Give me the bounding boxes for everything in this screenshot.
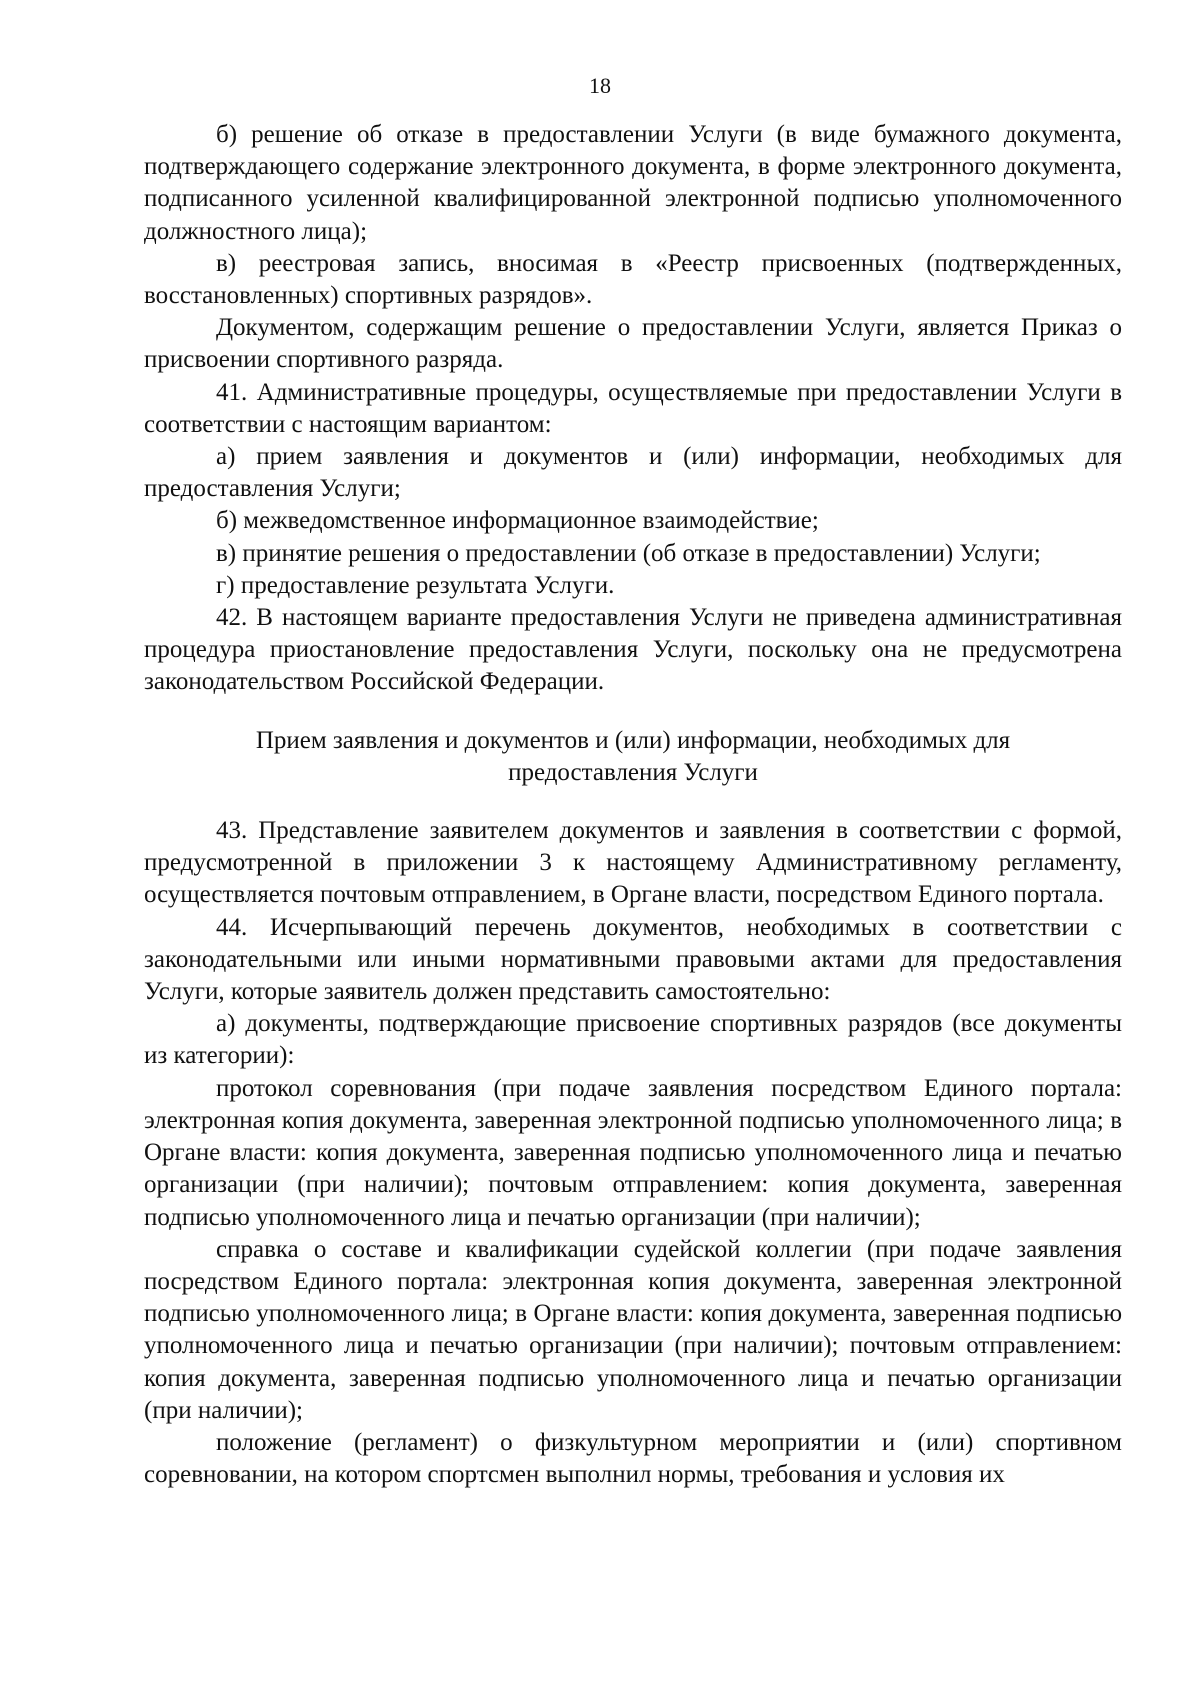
paragraph-judges-certificate: справка о составе и квалификации судейской коллегии (при подаче заявления посредством Единого портала: электронная копия документа, заверенная электронной подписью уполномоченного лица; в Органе власти: копия документа, заверенная подписью уполномоченного лица и печатью организации (при наличии); почтовым отправлением: копия документа, заверенная подписью уполномоченного лица и печатью организации (при наличии); [144, 1235, 1122, 1424]
paragraph-43: 43. Представление заявителем документов и заявления в соответствии с формой, предусмотренной в приложении 3 к настоящему Административному регламенту, осуществляется почтовым отправлением, в Органе власти, посредством Единого портала. [144, 817, 1122, 909]
paragraph-41v: в) принятие решения о предоставлении (об отказе в предоставлении) Услуги; [216, 539, 1041, 567]
document-body [144, 119, 1122, 1491]
paragraph-competition-regulation: положение (регламент) о физкультурном мероприятии и (или) спортивном соревновании, на котором спортсмен выполнил нормы, требования и условия их [144, 1428, 1122, 1489]
paragraph-decision-refusal: б) решение об отказе в предоставлении Услуги (в виде бумажного документа, подтверждающего содержание электронного документа, в форме электронного документа, подписанного усиленной квалифицированной электронной подписью уполномоченного должностного лица); [144, 121, 1122, 245]
paragraph-competition-protocol: протокол соревнования (при подаче заявления посредством Единого портала: электронная копия документа, заверенная электронной подписью уполномоченного лица; в Органе власти: копия документа, заверенная подписью уполномоченного лица и печатью организации (при наличии); почтовым отправлением: копия документа, заверенная подписью уполномоченного лица и печатью организации (при наличии); [144, 1074, 1122, 1231]
paragraph-42: 42. В настоящем варианте предоставления Услуги не приведена административная процедура приостановление предоставления Услуги, поскольку она не предусмотрена законодательством Российской Федерации. [144, 604, 1122, 696]
page-number: 18 [589, 73, 611, 98]
paragraph-41b: б) межведомственное информационное взаимодействие; [216, 507, 819, 535]
paragraph-41: 41. Административные процедуры, осуществляемые при предоставлении Услуги в соответствии с настоящим вариантом: [144, 378, 1122, 438]
paragraph-decision-document: Документом, содержащим решение о предоставлении Услуги, является Приказ о присвоении спортивного разряда. [144, 314, 1122, 374]
paragraph-41a: а) прием заявления и документов и (или) информации, необходимых для предоставления Услуги; [144, 443, 1122, 503]
paragraph-44: 44. Исчерпывающий перечень документов, необходимых в соответствии с законодательными или иными нормативными правовыми актами для предоставления Услуги, которые заявитель должен представить самостоятельно: [144, 913, 1122, 1006]
paragraph-44a: а) документы, подтверждающие присвоение спортивных разрядов (все документы из категории): [144, 1010, 1122, 1070]
paragraph-registry-entry: в) реестровая запись, вносимая в «Реестр присвоенных (подтвержденных, восстановленных) спортивных разрядов». [144, 249, 1122, 310]
paragraph-41g: г) предоставление результата Услуги. [216, 571, 615, 599]
section-heading: Прием заявления и документов и (или) информации, необходимых для предоставления Услуги [255, 726, 1011, 786]
